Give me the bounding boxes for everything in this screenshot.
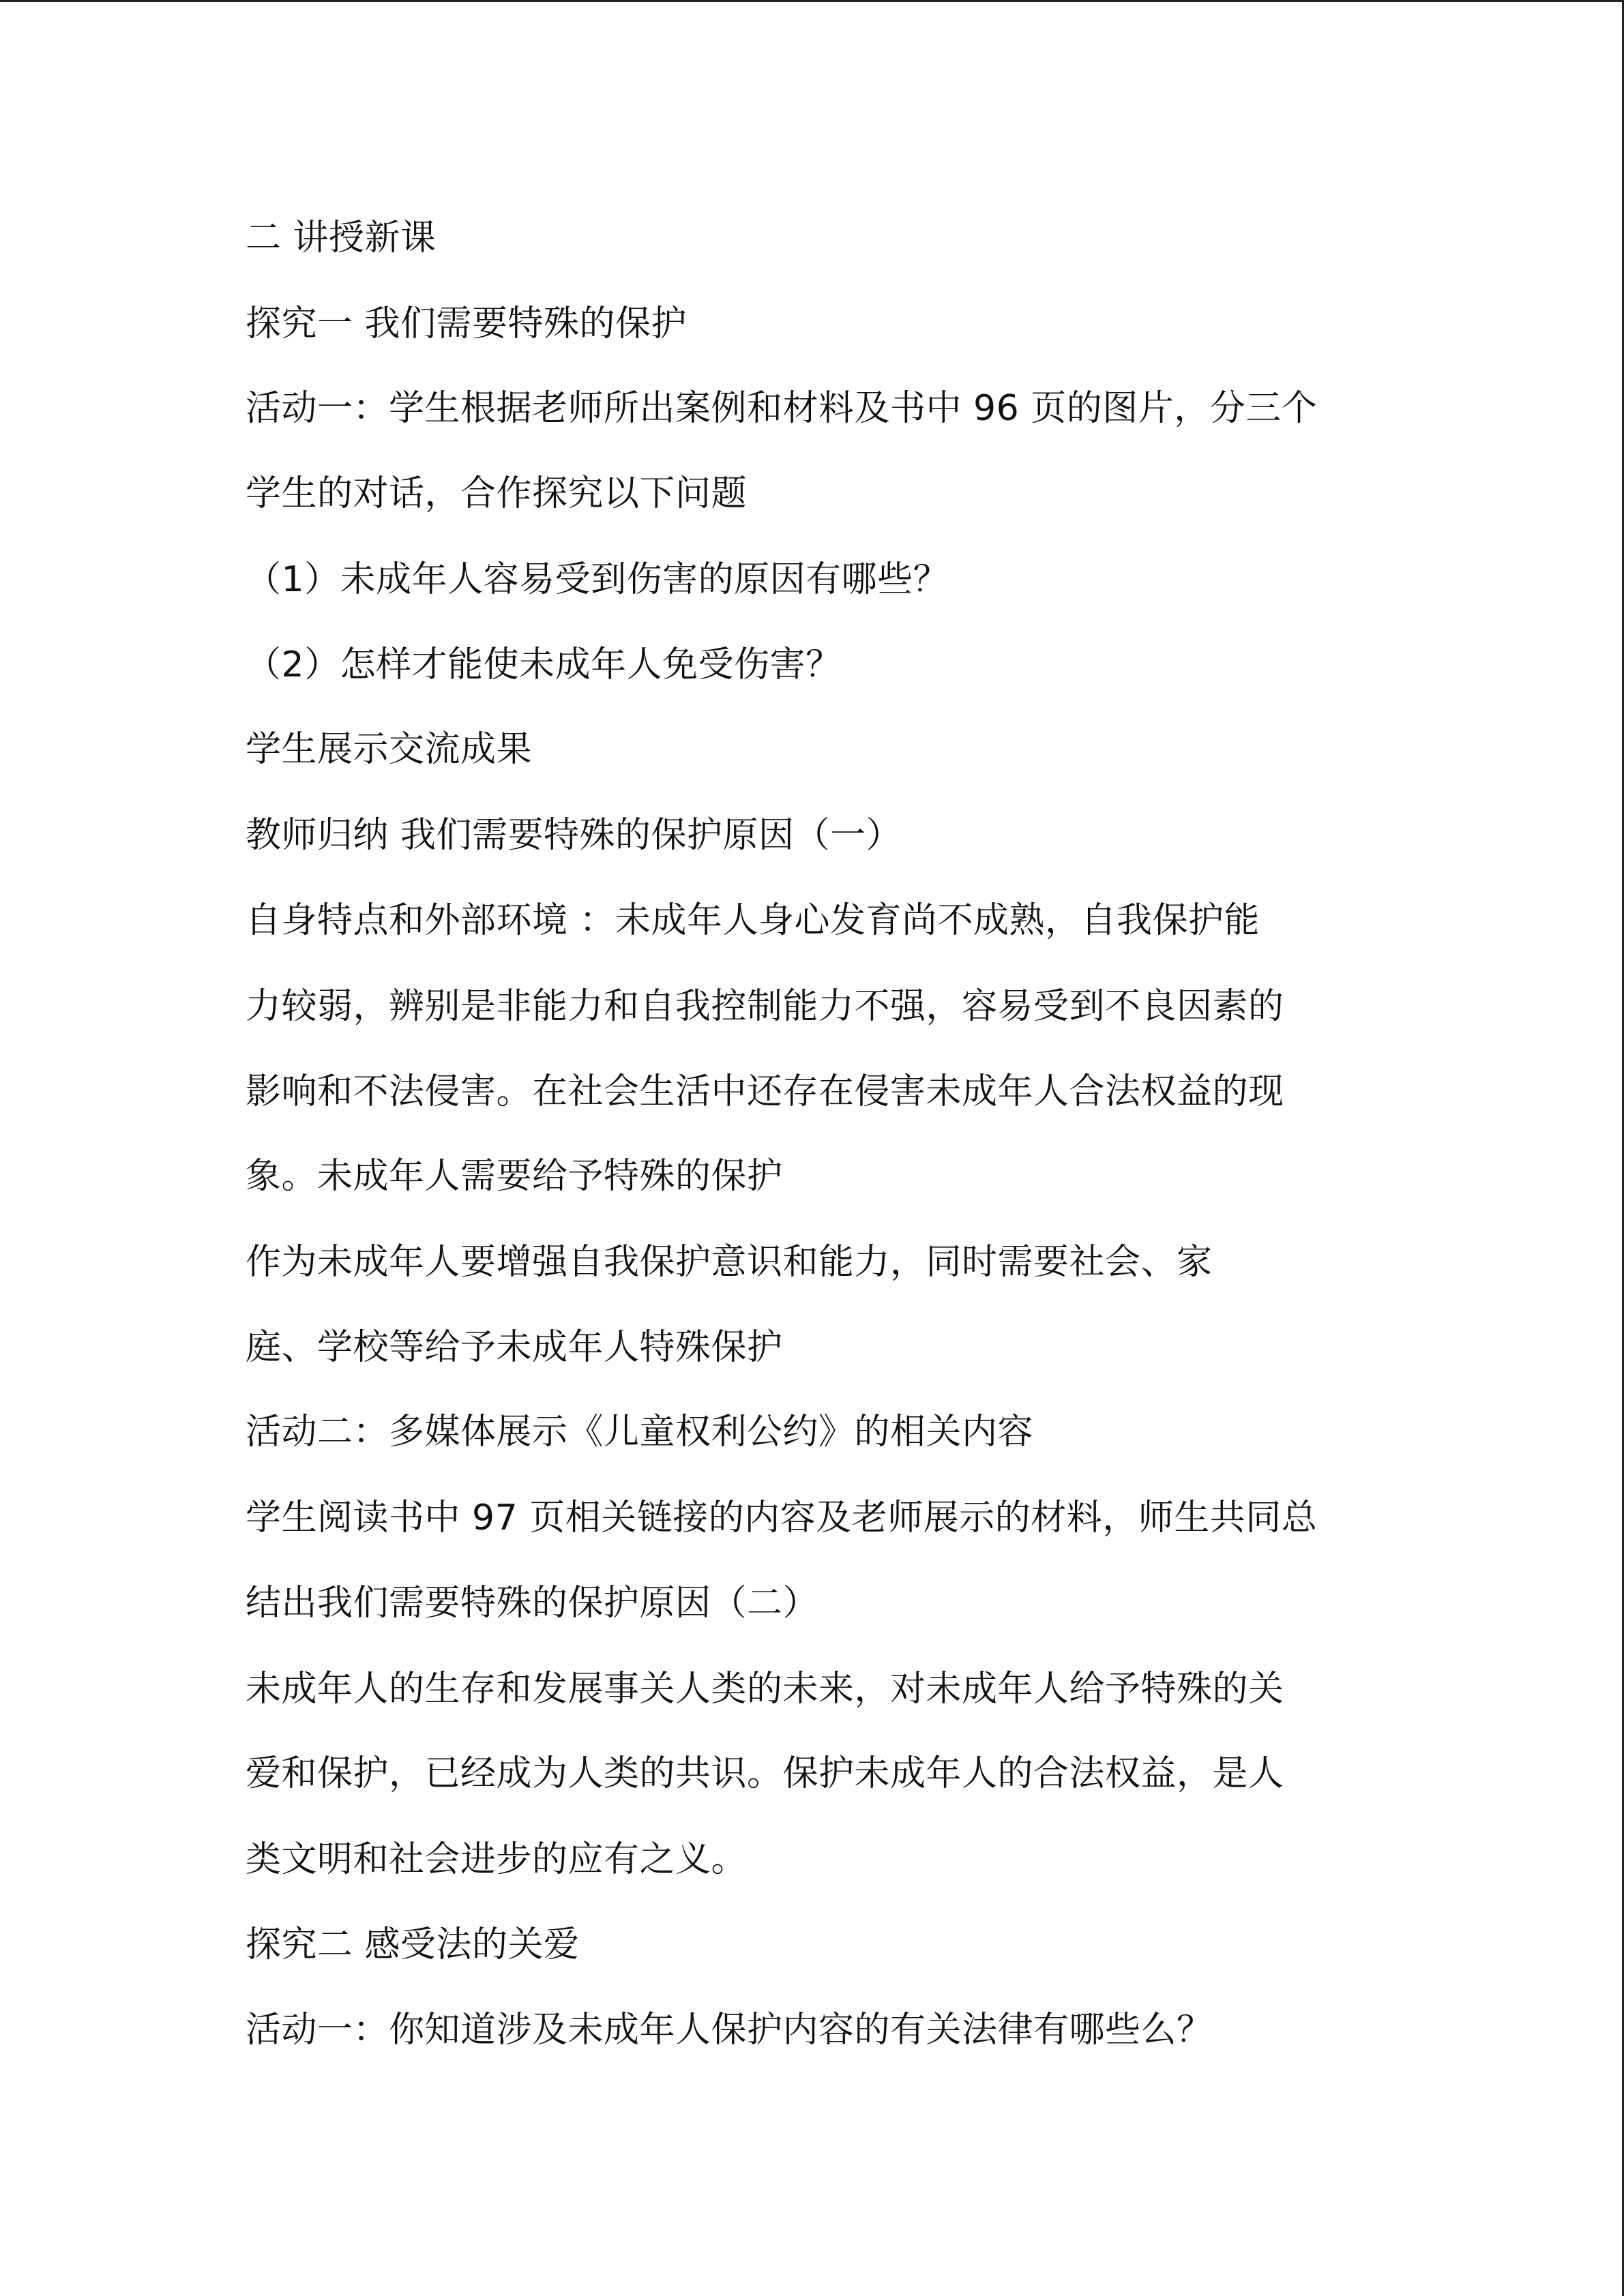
- question-one: （1）未成年人容易受到伤害的原因有哪些？: [246, 559, 949, 600]
- activity-two-line-2: 结出我们需要特殊的保护原因（二）: [246, 1583, 819, 1624]
- inquiry-two-activity-one: 活动一：你知道涉及未成年人保护内容的有关法律有哪些么？: [246, 2010, 1213, 2051]
- summary-paragraph-2-line-2: 庭、学校等给予未成年人特殊保护: [246, 1327, 783, 1368]
- summary-paragraph-1-line-4: 象。未成年人需要给予特殊的保护: [246, 1156, 783, 1197]
- section-heading: 二 讲授新课: [246, 218, 437, 258]
- activity-one-line-1: 活动一：学生根据老师所出案例和材料及书中 96 页的图片，分三个: [246, 388, 1318, 429]
- activity-one-line-2: 学生的对话，合作探究以下问题: [246, 473, 748, 514]
- reason-two-line-2: 爱和保护，已经成为人类的共识。保护未成年人的合法权益，是人: [246, 1753, 1284, 1794]
- summary-paragraph-2-line-1: 作为未成年人要增强自我保护意识和能力，同时需要社会、家: [246, 1242, 1213, 1283]
- student-presentation: 学生展示交流成果: [246, 729, 533, 770]
- page-top-border: [0, 0, 1624, 2]
- summary-paragraph-1-line-3: 影响和不法侵害。在社会生活中还存在侵害未成年人合法权益的现: [246, 1071, 1284, 1112]
- activity-two-line-1: 学生阅读书中 97 页相关链接的内容及老师展示的材料，师生共同总: [246, 1497, 1318, 1538]
- summary-paragraph-1-line-2: 力较弱，辨别是非能力和自我控制能力不强，容易受到不良因素的: [246, 986, 1284, 1027]
- summary-paragraph-1-line-1: 自身特点和外部环境 ：未成年人身心发育尚不成熟，自我保护能: [246, 900, 1260, 941]
- question-two: （2）怎样才能使未成年人免受伤害？: [246, 644, 842, 685]
- inquiry-one-heading: 探究一 我们需要特殊的保护: [246, 303, 688, 344]
- teacher-summary-heading: 教师归纳 我们需要特殊的保护原因（一）: [246, 815, 902, 856]
- reason-two-line-3: 类文明和社会进步的应有之义。: [246, 1839, 748, 1880]
- reason-two-line-1: 未成年人的生存和发展事关人类的未来，对未成年人给予特殊的关: [246, 1669, 1284, 1710]
- activity-two-heading: 活动二：多媒体展示《儿童权利公约》的相关内容: [246, 1412, 1034, 1452]
- inquiry-two-heading: 探究二 感受法的关爱: [246, 1924, 580, 1965]
